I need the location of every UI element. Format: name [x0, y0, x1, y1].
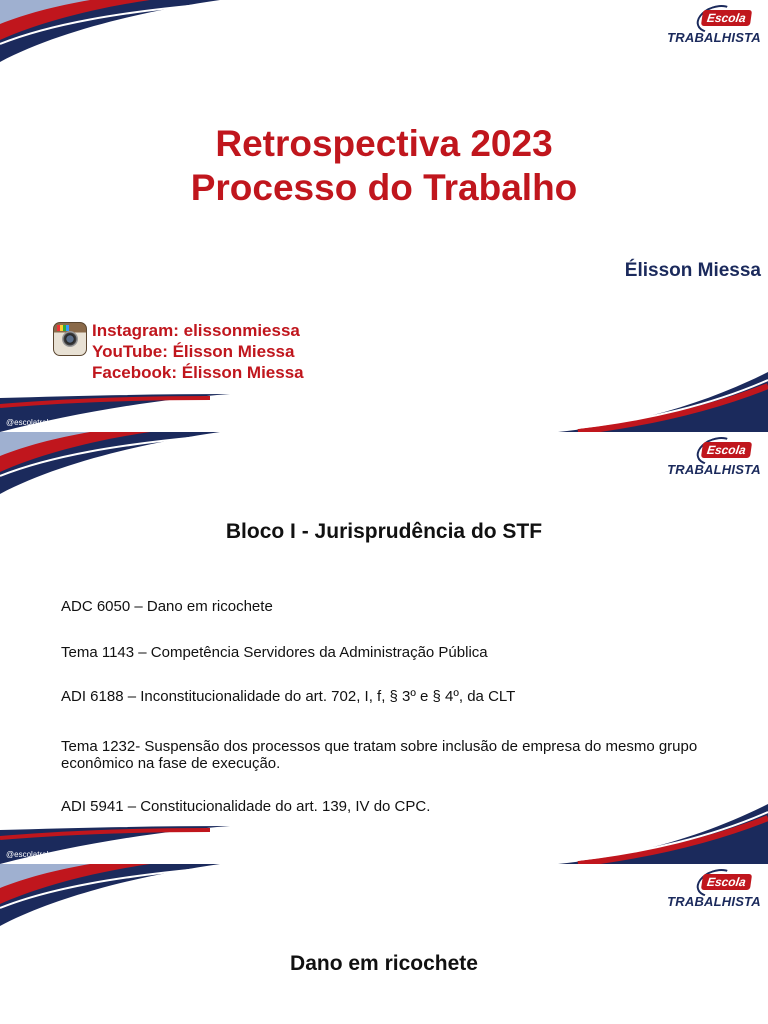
list-item: Tema 1143 – Competência Servidores da Administração Pública	[61, 644, 488, 661]
slide-title-heading	[0, 122, 768, 210]
slide-title	[0, 0, 768, 432]
title-line-1: Retrospectiva 2023	[215, 123, 553, 164]
escola-trabalhista-logo: Escola TRABALHISTA	[666, 436, 762, 482]
list-item: ADI 5941 – Constitucionalidade do art. 139, IV do CPC.	[61, 798, 431, 815]
slide-heading: Bloco I - Jurisprudência do STF	[225, 520, 543, 543]
decorative-swoosh-bottom-right	[558, 372, 768, 432]
social-youtube: YouTube: Élisson Miessa	[92, 342, 295, 361]
social-instagram: Instagram: elissonmiessa	[92, 321, 300, 340]
list-item: Tema 1232- Suspensão dos processos que tratam sobre inclusão de empresa do mesmo grupo econômico na fase de execução.	[61, 738, 698, 772]
social-handle: @escolatrabalhista	[6, 850, 75, 859]
list-item: ADI 6188 – Inconstitucionalidade do art. 702, I, f, § 3º e § 4º, da CLT	[61, 688, 516, 705]
decorative-swoosh-bottom-right	[558, 804, 768, 864]
list-item: ADC 6050 – Dano em ricochete	[61, 598, 273, 615]
slide-heading: Dano em ricochete	[290, 952, 478, 975]
decorative-swoosh-top	[0, 432, 260, 502]
title-line-2: Processo do Trabalho	[190, 167, 578, 208]
author-name: Élisson Miessa	[624, 260, 761, 281]
decorative-swoosh-top	[0, 0, 260, 70]
social-handle: @escolatrabalhista	[6, 418, 75, 427]
social-links	[92, 320, 304, 383]
decorative-swoosh-top	[0, 864, 260, 934]
slide-dano-em-ricochete	[0, 864, 768, 1024]
escola-trabalhista-logo: Escola TRABALHISTA	[666, 4, 762, 50]
escola-trabalhista-logo: Escola TRABALHISTA	[666, 868, 762, 914]
instagram-icon	[53, 322, 87, 356]
slide-bloco-i	[0, 432, 768, 864]
social-facebook: Facebook: Élisson Miessa	[92, 363, 304, 382]
